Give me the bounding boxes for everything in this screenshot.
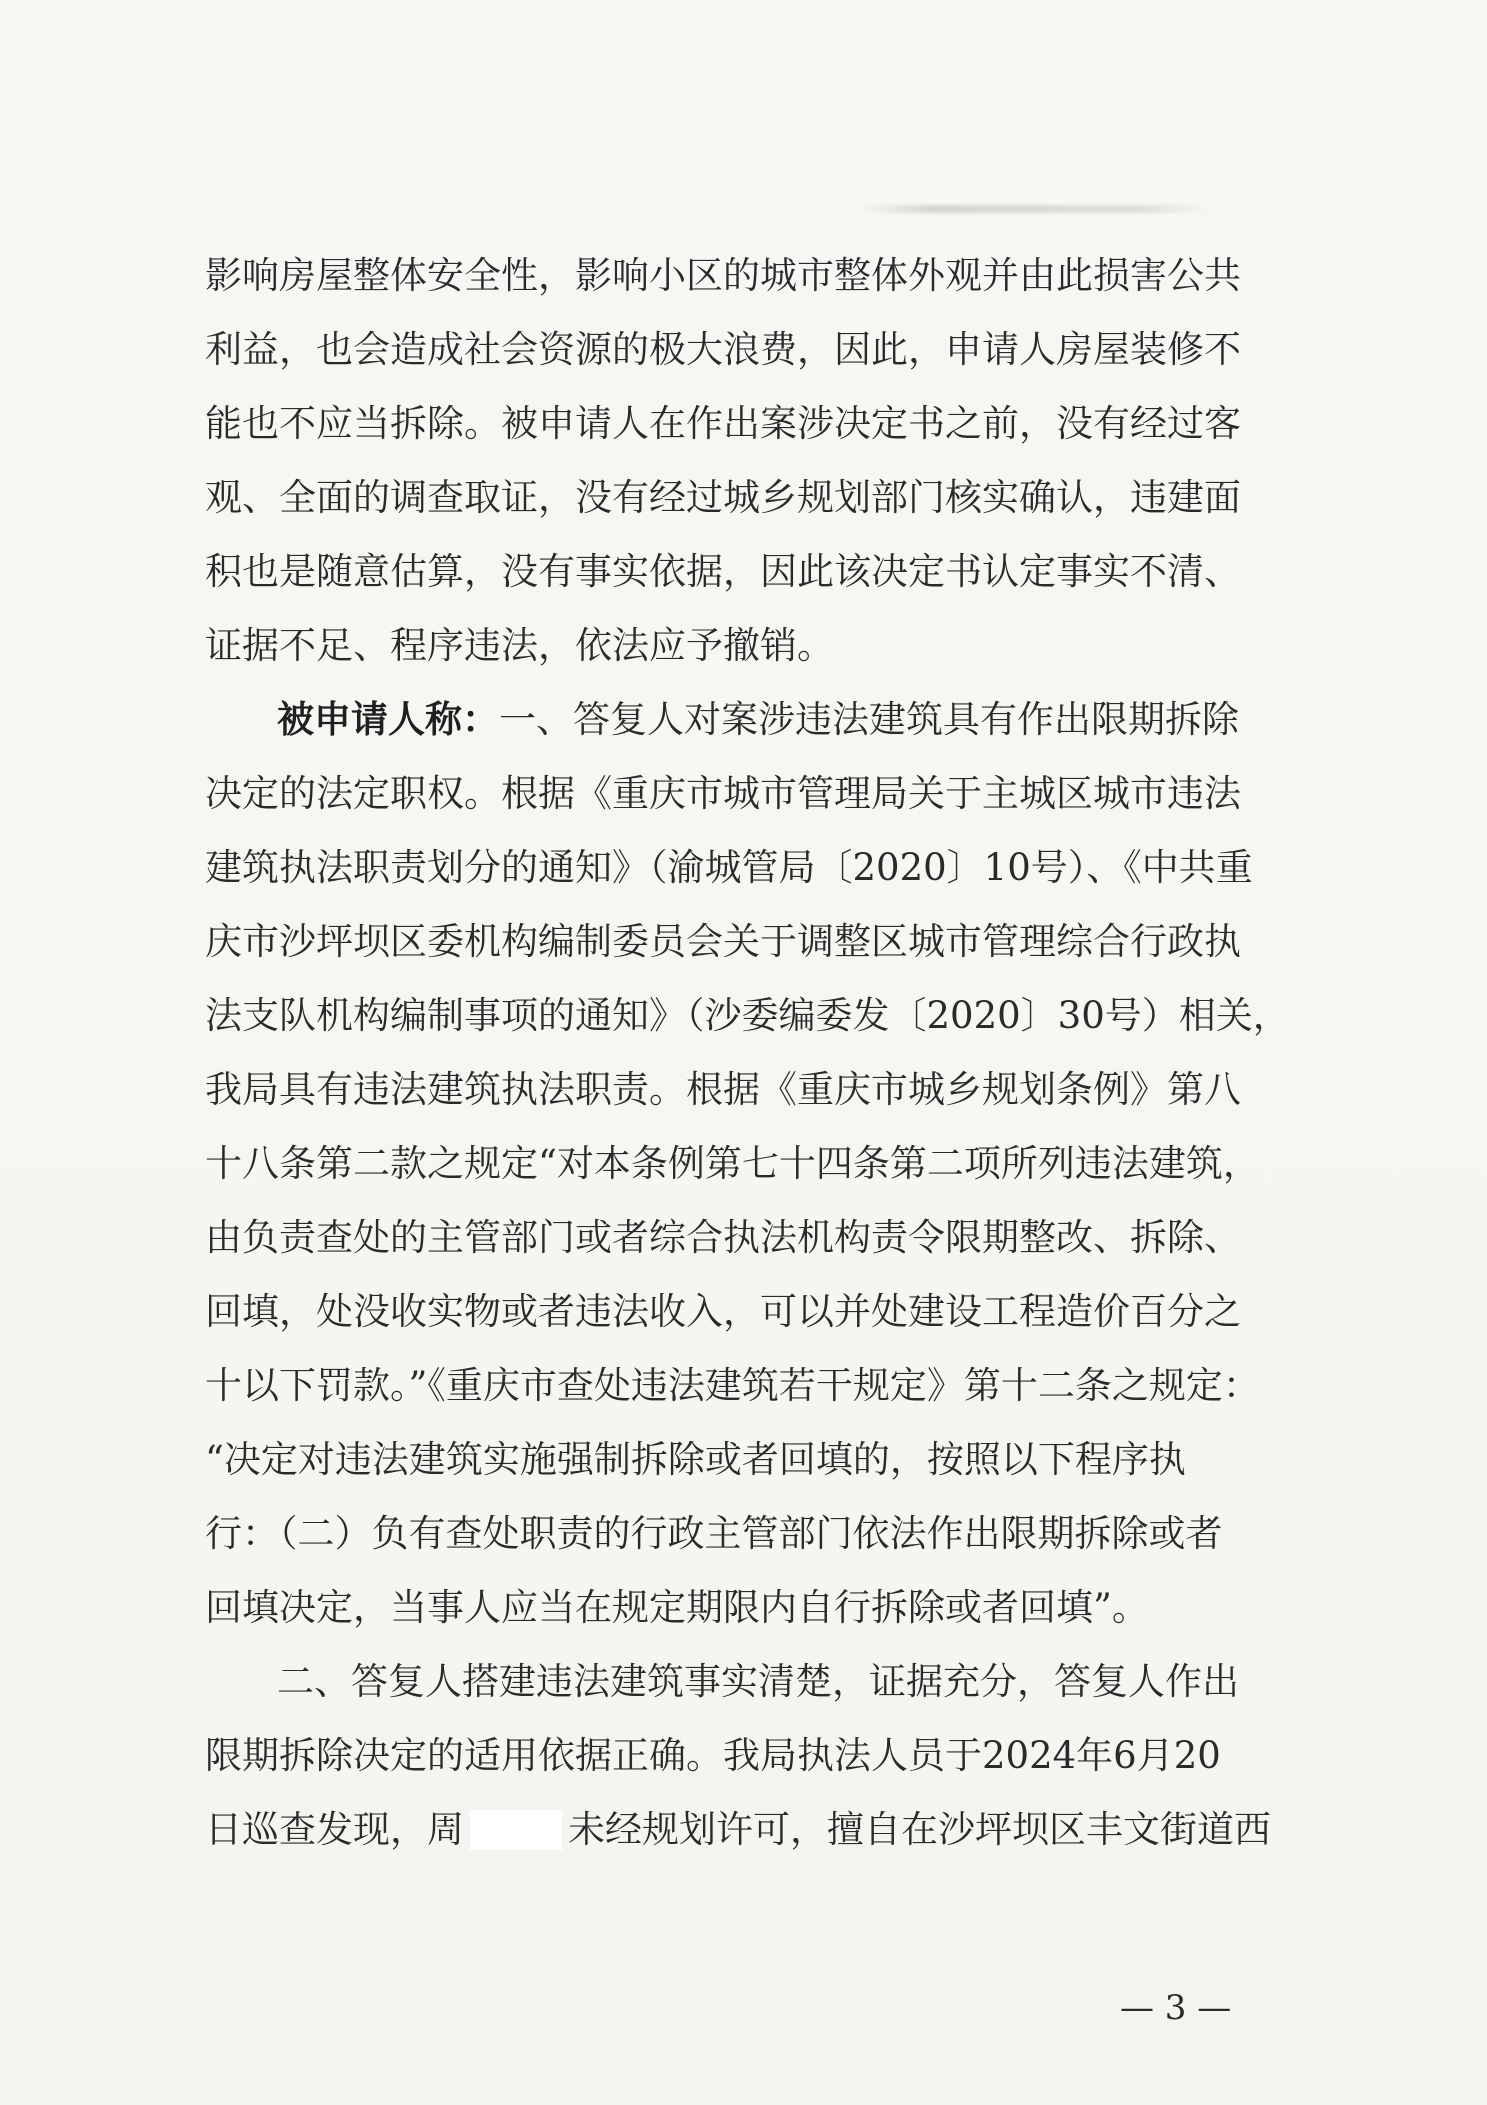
text-segment: 一、答复人对案涉违法建筑具有作出限期拆除 [499, 698, 1239, 741]
text-line: 观、全面的调查取证，没有经过城乡规划部门核实确认，违建面 [205, 476, 1241, 519]
text-line [277, 696, 1239, 744]
text-line: 庆市沙坪坝区委机构编制委员会关于调整区城市管理综合行政执 [205, 920, 1241, 963]
text-line: 法支队机构编制事项的通知》（沙委编委发〔2020〕30号）相关， [205, 994, 1290, 1037]
text-line: 能也不应当拆除。被申请人在作出案涉决定书之前，没有经过客 [205, 402, 1241, 445]
text-line: 积也是随意估算，没有事实依据，因此该决定书认定事实不清、 [205, 550, 1241, 593]
page-number: — 3 — [1120, 1988, 1232, 2028]
text-line: 由负责查处的主管部门或者综合执法机构责令限期整改、拆除、 [205, 1216, 1241, 1259]
text-segment: 未经规划许可，擅自在沙坪坝区丰文街道西 [568, 1808, 1271, 1851]
redaction-box [470, 1810, 562, 1850]
respondent-label: 被申请人称： [277, 698, 499, 741]
text-line: 十以下罚款。”《重庆市查处违法建筑若干规定》第十二条之规定： [205, 1364, 1260, 1407]
text-line: 限期拆除决定的适用依据正确。我局执法人员于2024年6月20 [205, 1734, 1221, 1777]
text-line: “决定对违法建筑实施强制拆除或者回填的，按照以下程序执 [205, 1438, 1186, 1481]
text-line: 二、答复人搭建违法建筑事实清楚，证据充分，答复人作出 [277, 1660, 1239, 1703]
text-line: 影响房屋整体安全性，影响小区的城市整体外观并由此损害公共 [205, 254, 1241, 297]
text-line: 十八条第二款之规定“对本条例第七十四条第二项所列违法建筑， [205, 1142, 1260, 1185]
text-segment: 日巡查发现，周 [205, 1808, 464, 1851]
text-line: 建筑执法职责划分的通知》（渝城管局〔2020〕10号）、《中共重 [205, 846, 1253, 889]
text-line: 利益，也会造成社会资源的极大浪费，因此，申请人房屋装修不 [205, 328, 1241, 371]
text-line: 决定的法定职权。根据《重庆市城市管理局关于主城区城市违法 [205, 772, 1241, 815]
text-line: 回填，处没收实物或者违法收入，可以并处建设工程造价百分之 [205, 1290, 1241, 1333]
text-line: 我局具有违法建筑执法职责。根据《重庆市城乡规划条例》第八 [205, 1068, 1241, 1111]
text-line: 行：（二）负有查处职责的行政主管部门依法作出限期拆除或者 [205, 1512, 1223, 1555]
text-line [205, 1806, 1271, 1854]
text-line: 证据不足、程序违法，依法应予撤销。 [205, 624, 834, 667]
text-line: 回填决定，当事人应当在规定期限内自行拆除或者回填”。 [205, 1586, 1149, 1629]
